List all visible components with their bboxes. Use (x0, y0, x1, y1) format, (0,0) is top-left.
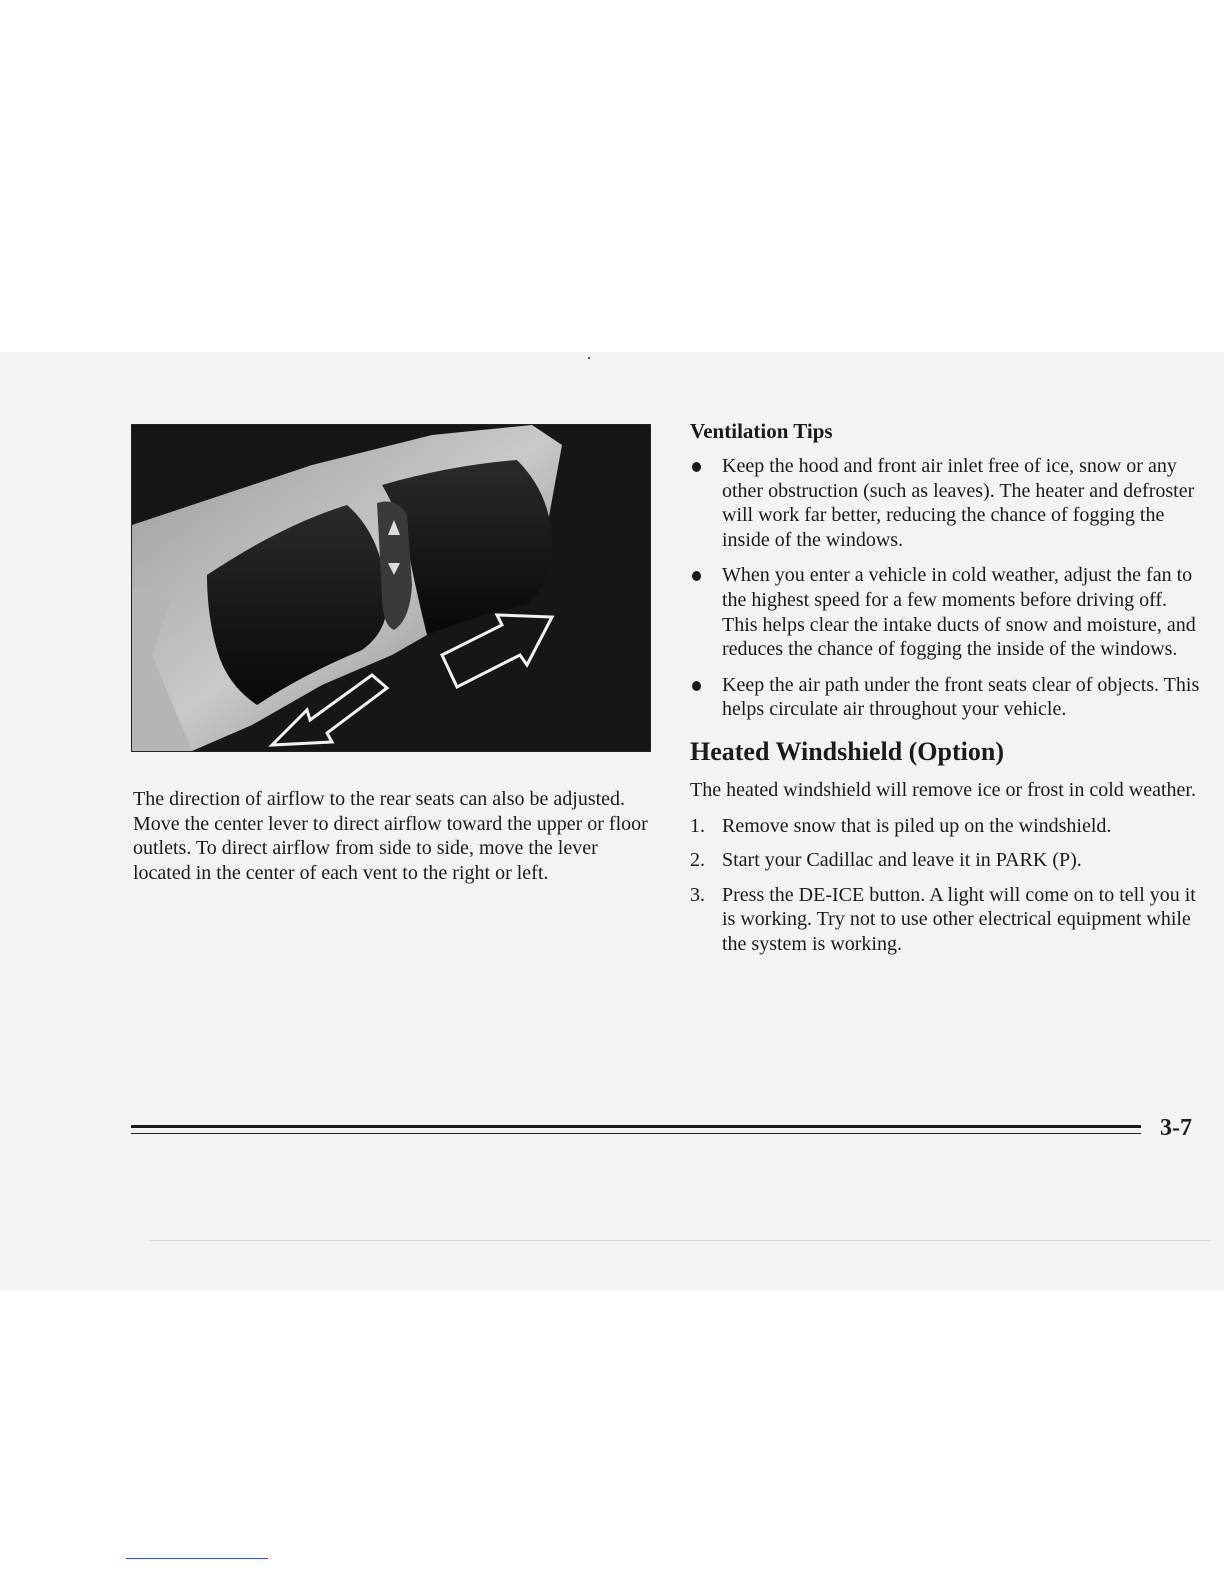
tip-text: Keep the hood and front air inlet free of ice, snow or any other obstruction (such as leaves). The heater and defroster will work far better, reducing the chance of fogging the inside of the windows. (722, 455, 1195, 551)
bullet-icon (692, 462, 701, 472)
step-number: 1. (690, 814, 705, 837)
list-item (690, 814, 1205, 839)
ventilation-tips-subheading: Ventilation Tips (690, 419, 833, 443)
step-text: Press the DE-ICE button. A light will come on to tell you it is working. Try not to use other electrical equipment while the system is working. (722, 883, 1196, 955)
tip-text: Keep the air path under the front seats clear of objects. This helps circulate air throughout your vehicle. (722, 673, 1200, 721)
tip-text: When you enter a vehicle in cold weather, adjust the fan to the highest speed for a few moments before driving off. This helps clear the intake ducts of snow and moisture, and reduces the chance of fogging the inside of the windows. (722, 564, 1196, 661)
scan-speck (588, 357, 590, 359)
rear-vent-illustration (132, 425, 650, 751)
page-number: 3-7 (1160, 1115, 1192, 1141)
footer-rule-thin (131, 1133, 1141, 1134)
scan-edge-line (150, 1240, 1210, 1241)
list-item (690, 563, 1205, 661)
heated-windshield-steps (690, 814, 1205, 957)
list-item (690, 673, 1205, 722)
step-number: 3. (690, 883, 705, 906)
list-item (690, 454, 1205, 552)
bullet-icon (692, 681, 701, 691)
bullet-icon (692, 571, 701, 581)
bottom-accent-line (126, 1558, 268, 1559)
step-number: 2. (690, 849, 705, 872)
step-text: Remove snow that is piled up on the windshield. (722, 814, 1112, 837)
right-column (690, 416, 1205, 967)
step-text: Start your Cadillac and leave it in PARK (P). (722, 849, 1082, 872)
ventilation-tips-list (690, 454, 1205, 722)
rear-vent-photo (131, 424, 651, 752)
airflow-direction-paragraph: The direction of airflow to the rear seats can also be adjusted. Move the center lever to direct airflow toward the upper or floor outlets. To direct airflow from side to side, move the lever located in the center of each vent to the right or left. (133, 788, 648, 884)
footer-rule (131, 1125, 1141, 1128)
heated-windshield-heading: Heated Windshield (Option) (690, 736, 1004, 766)
list-item (690, 883, 1205, 957)
heated-windshield-intro: The heated windshield will remove ice or frost in cold weather. (690, 778, 1196, 801)
list-item (690, 848, 1205, 873)
